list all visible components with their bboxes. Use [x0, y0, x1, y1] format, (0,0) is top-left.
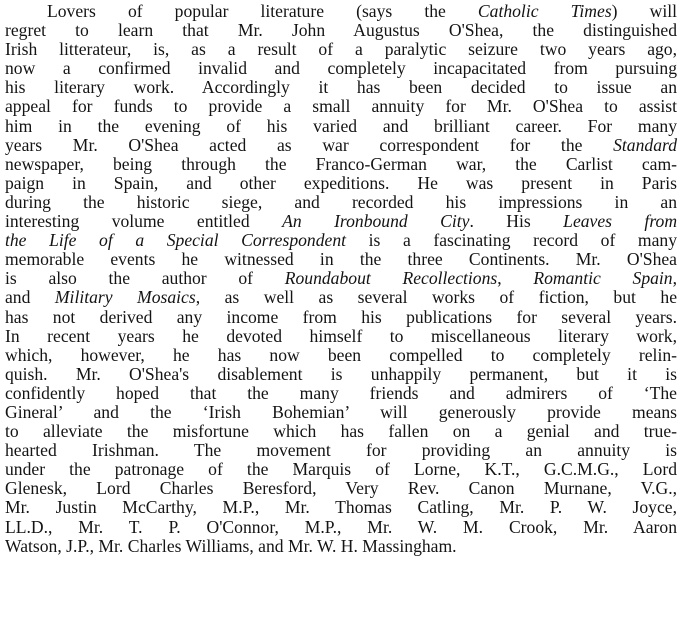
- text-run: is also the author of: [5, 268, 285, 289]
- text-run: to alleviate the misfortune which has fallen on a genial and true-: [5, 421, 677, 442]
- text-run: ,: [672, 268, 678, 289]
- text-run: , as well as several works of fiction, but he: [195, 287, 677, 308]
- italic-title: Standard: [613, 134, 677, 155]
- text-run: newspaper, being through the Franco-German war, the Carlist cam-: [5, 153, 677, 174]
- text-line: [5, 403, 677, 422]
- text-run: quish. Mr. O'Shea's disablement is unhappily permanent, but it is: [5, 363, 677, 384]
- italic-title: Roundabout Recollections: [284, 268, 498, 289]
- text-run: In recent years he devoted himself to miscellaneous literary work,: [5, 325, 677, 346]
- text-line: [5, 422, 677, 441]
- text-run: Lovers of popular literature (says the: [47, 1, 478, 21]
- text-line: [5, 365, 677, 384]
- text-line: [5, 212, 677, 231]
- text-run: Mr. Justin McCarthy, M.P., Mr. Thomas Catling, Mr. P. W. Joyce,: [5, 497, 677, 518]
- text-line: [5, 155, 677, 174]
- text-line: [5, 269, 677, 288]
- text-run: him in the evening of his varied and brilliant career. For many: [5, 115, 677, 136]
- text-line: [5, 518, 677, 537]
- text-run: under the patronage of the Marquis of Lorne, K.T., G.C.M.G., Lord: [5, 459, 677, 480]
- text-run: Gineral’ and the ‘Irish Bohemian’ will generously provide means: [5, 401, 677, 422]
- text-line: [5, 384, 677, 403]
- text-run: memorable events he witnessed in the three Continents. Mr. O'Shea: [5, 249, 677, 270]
- text-run: is a fascinating record of many: [346, 230, 677, 251]
- italic-title: An Ironbound City: [282, 211, 470, 232]
- text-run: Glenesk, Lord Charles Beresford, Very Rev. Canon Murnane, V.G.,: [5, 478, 677, 499]
- text-line: [5, 537, 677, 556]
- text-line: [5, 40, 677, 59]
- text-run: interesting volume entitled: [5, 211, 283, 232]
- text-line: [5, 250, 677, 269]
- text-run: now a confirmed invalid and completely incapacitated from pursuing: [5, 58, 677, 79]
- text-line: [5, 193, 677, 212]
- italic-title: Romantic Spain: [533, 268, 673, 289]
- text-run: and: [5, 287, 55, 308]
- text-run: hearted Irishman. The movement for providing an annuity is: [5, 440, 677, 461]
- text-run: ,: [497, 268, 534, 289]
- italic-title: Military Mosaics: [54, 287, 196, 308]
- text-line: [5, 2, 677, 21]
- text-run: LL.D., Mr. T. P. O'Connor, M.P., Mr. W. M. Crook, Mr. Aaron: [5, 516, 677, 537]
- text-line: [5, 460, 677, 479]
- text-line: [5, 59, 677, 78]
- text-run: confidently hoped that the many friends and admirers of ‘The: [5, 382, 677, 403]
- text-line: [5, 327, 677, 346]
- text-run: appeal for funds to provide a small annuity for Mr. O'Shea to assist: [5, 96, 677, 117]
- article-paragraph: [5, 2, 677, 556]
- text-run: which, however, he has now been compelled to completely relin-: [5, 344, 677, 365]
- text-run: has not derived any income from his publications for several years.: [5, 306, 677, 327]
- text-line: [5, 136, 677, 155]
- text-run: Watson, J.P., Mr. Charles Williams, and Mr. W. H. Massingham.: [5, 535, 457, 556]
- text-run: regret to learn that Mr. John Augustus O'Shea, the distinguished: [5, 20, 677, 41]
- text-line: [5, 308, 677, 327]
- text-line: [5, 174, 677, 193]
- newspaper-clipping: [5, 2, 677, 629]
- text-run: his literary work. Accordingly it has been decided to issue an: [5, 77, 677, 98]
- text-line: [5, 231, 677, 250]
- text-line: [5, 346, 677, 365]
- italic-title: the Life of a Special Correspondent: [5, 230, 347, 251]
- italic-title: Leaves from: [563, 211, 678, 232]
- text-line: [5, 441, 677, 460]
- text-run: during the historic siege, and recorded his impressions in an: [5, 191, 677, 212]
- italic-title: Catholic Times: [477, 1, 612, 21]
- text-run: . His: [469, 211, 564, 232]
- text-run: Irish litterateur, is, as a result of a paralytic seizure two years ago,: [5, 39, 677, 60]
- text-line: [5, 21, 677, 40]
- text-line: [5, 479, 677, 498]
- text-line: [5, 498, 677, 517]
- text-line: [5, 288, 677, 307]
- text-run: paign in Spain, and other expeditions. He was present in Paris: [5, 172, 677, 193]
- text-line: [5, 117, 677, 136]
- text-line: [5, 97, 677, 116]
- text-line: [5, 78, 677, 97]
- text-run: years Mr. O'Shea acted as war correspondent for the: [5, 134, 614, 155]
- text-run: ) will: [611, 1, 677, 21]
